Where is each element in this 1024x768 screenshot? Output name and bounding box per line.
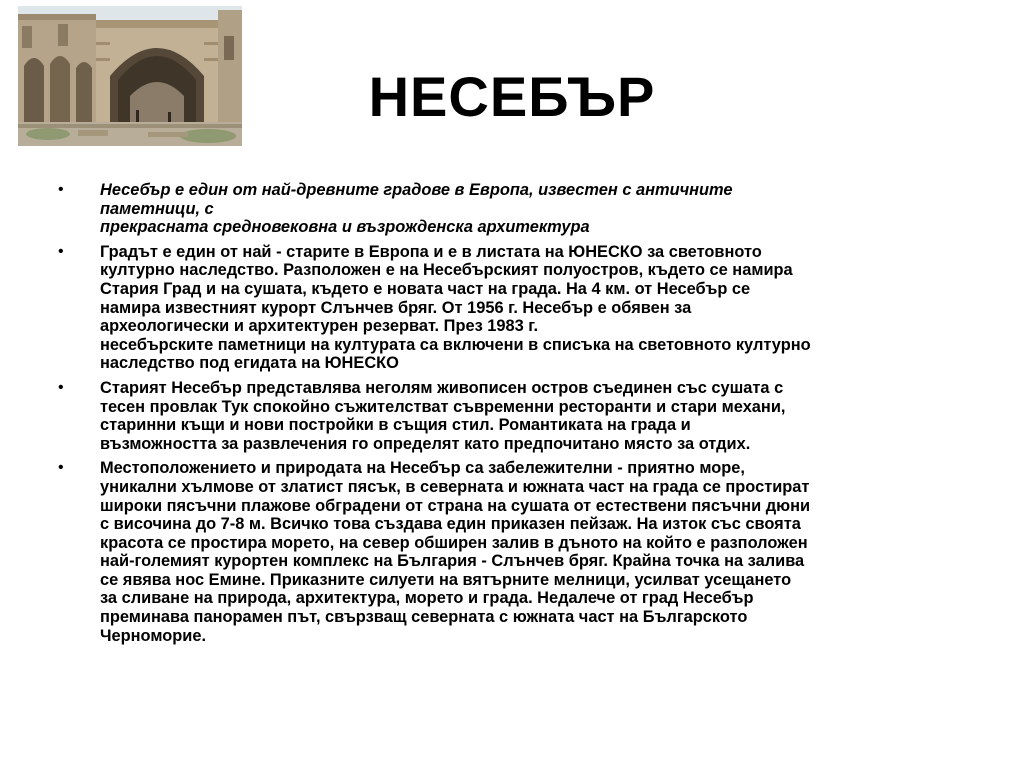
- bullet-item: [58, 459, 978, 645]
- bullet-item: [58, 379, 978, 453]
- bullet-marker: •: [58, 181, 64, 198]
- bullet-text: Градът е един от най - старите в Европа и е в листата на ЮНЕСКО за световното културно наследство. Разположен е на Несебърският полуостров, където се намира Стария Град и на сушата, където е новата част на града. На 4 км. от Несебър се намира известният курорт Слънчев бряг. От 1956 г. Несебър е обявен за археологически и архитектурен резерват. През 1983 г. несебърските паметници на културата са включени в списъка на световното културно наследство под егидата на ЮНЕСКО: [100, 242, 811, 373]
- bullet-marker: •: [58, 242, 64, 260]
- bullet-marker: •: [58, 378, 64, 396]
- bullet-list: [58, 181, 978, 651]
- bullet-item: [58, 181, 978, 237]
- bullet-text: Несебър е един от най-древните градове в Европа, известен с античните паметници, с прекрасната средновековна и възрожденска архитектура: [100, 181, 733, 237]
- bullet-marker: •: [58, 459, 64, 477]
- bullet-text: Старият Несебър представлява неголям живописен остров съединен със сушата с тесен провлак Тук спокойно съжителстват съвременни ресторанти и стари механи, старинни къщи и нови постройки в същия стил. Романтиката на града и възможността за развлечения го определят като предпочитано място за отдих.: [100, 378, 786, 453]
- bullet-text: Местоположението и природата на Несебър са забележителни - приятно море, уникални хълмове от златист пясък, в северната и южната част на града се простират широки пясъчни плажове обградени от страна на сушата от естествени пясъчни дюни с височина до 7-8 м. Всичко това създава един приказен пейзаж. На изток със своята красота се простира морето, на север обширен залив в дъното на който е разположен най-големият курортен комплекс на България - Слънчев бряг. Крайна точка на залива се явява нос Емине. Приказните силуети на вятърните мелници, усилват усещането за сливане на природа, архитектура, морето и града. Недалече от град Несебър преминава панорамен път, свързващ северната с южната част на Българското Черноморие.: [100, 459, 811, 645]
- slide-title-text: НЕСЕБЪР: [368, 65, 656, 128]
- slide-title: [0, 62, 1024, 132]
- bullet-item: [58, 243, 978, 373]
